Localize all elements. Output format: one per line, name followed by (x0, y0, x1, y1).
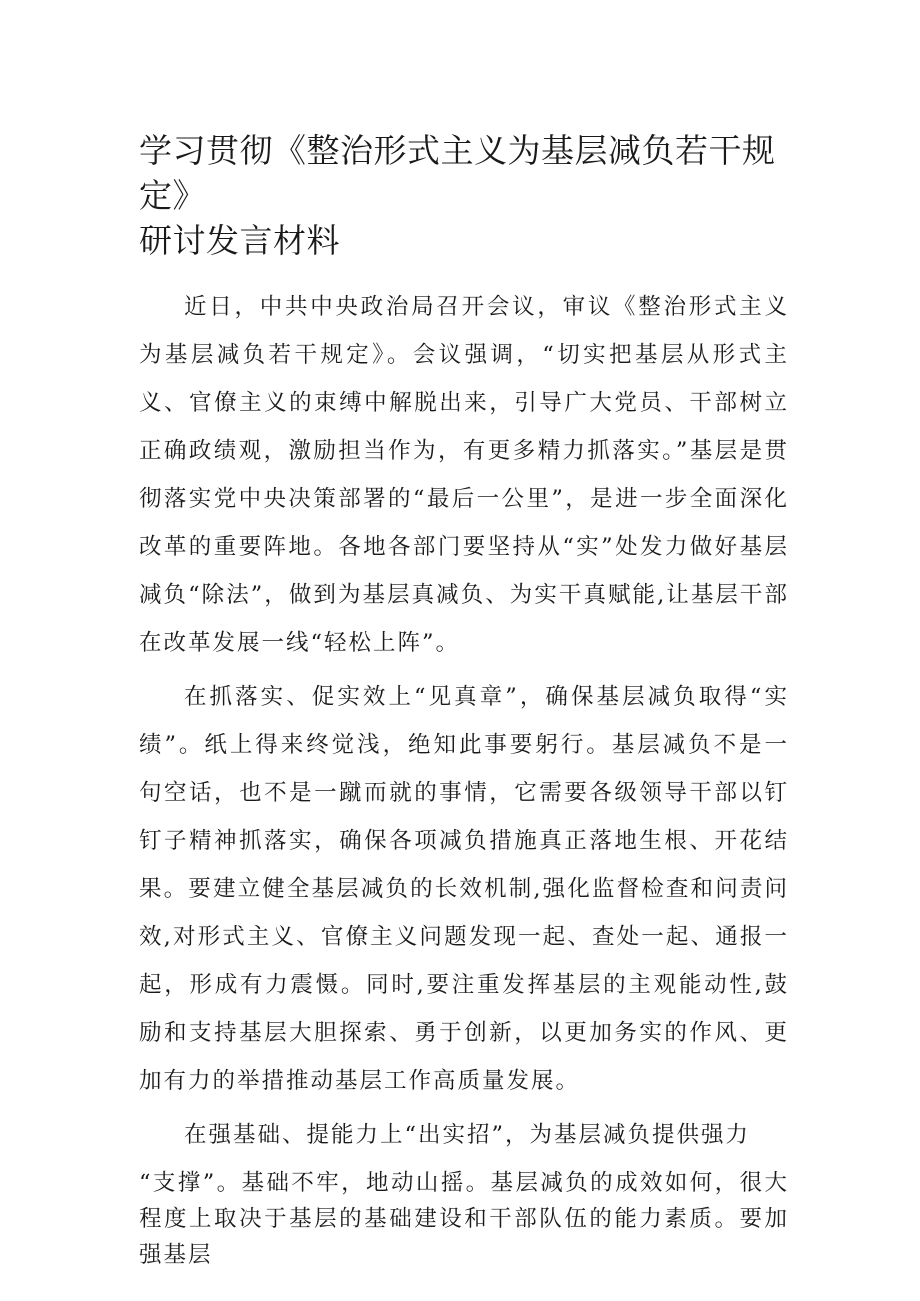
paragraph-3: 在强基础、提能力上“出实招”，为基层减负提供强力 (184, 1122, 751, 1148)
document-title (139, 128, 789, 263)
title-line-1: 学习贯彻《整治形式主义为基层减负若干规定》 (139, 131, 776, 215)
paragraph-2: 在抓落实、促实效上“见真章”，确保基层减负取得“实绩”。纸上得来终觉浅，绝知此事要躬行。基层减负不是一句空话，也不是一蹴而就的事情，它需要各级领导干部以钉钉子精神抓落实，确保各项减负措施真正落地生根、开花结果。要建立健全基层减负的长效机制,强化监督检查和问责问效,对形式主义、官僚主义问题发现一起、查处一起、通报一起，形成有力震慑。同时,要注重发挥基层的主观能动性,鼓励和支持基层大胆探索、勇于创新，以更加务实的作风、更加有力的举措推动基层工作高质量发展。 (139, 684, 789, 1094)
title-line-2: 研讨发言材料 (139, 221, 340, 260)
document-page (139, 128, 789, 1279)
paragraph-1: 近日，中共中央政治局召开会议，审议《整治形式主义为基层减负若干规定》。会议强调，“切实把基层从形式主义、官僚主义的束缚中解脱出来，引导广大党员、干部树立正确政绩观，激励担当作为，有更多精力抓落实。”基层是贯彻落实党中央决策部署的“最后一公里”，是进一步全面深化改革的重要阵地。各地各部门要坚持从“实”处发力做好基层减负“除法”，做到为基层真减负、为实干真赋能,让基层干部在改革发展一线“轻松上阵”。 (139, 294, 789, 656)
paragraph-4: “支撑”。基础不牢，地动山摇。基层减负的成效如何，很大程度上取决于基层的基础建设和干部队伍的能力素质。要加强基层 (139, 1170, 789, 1268)
